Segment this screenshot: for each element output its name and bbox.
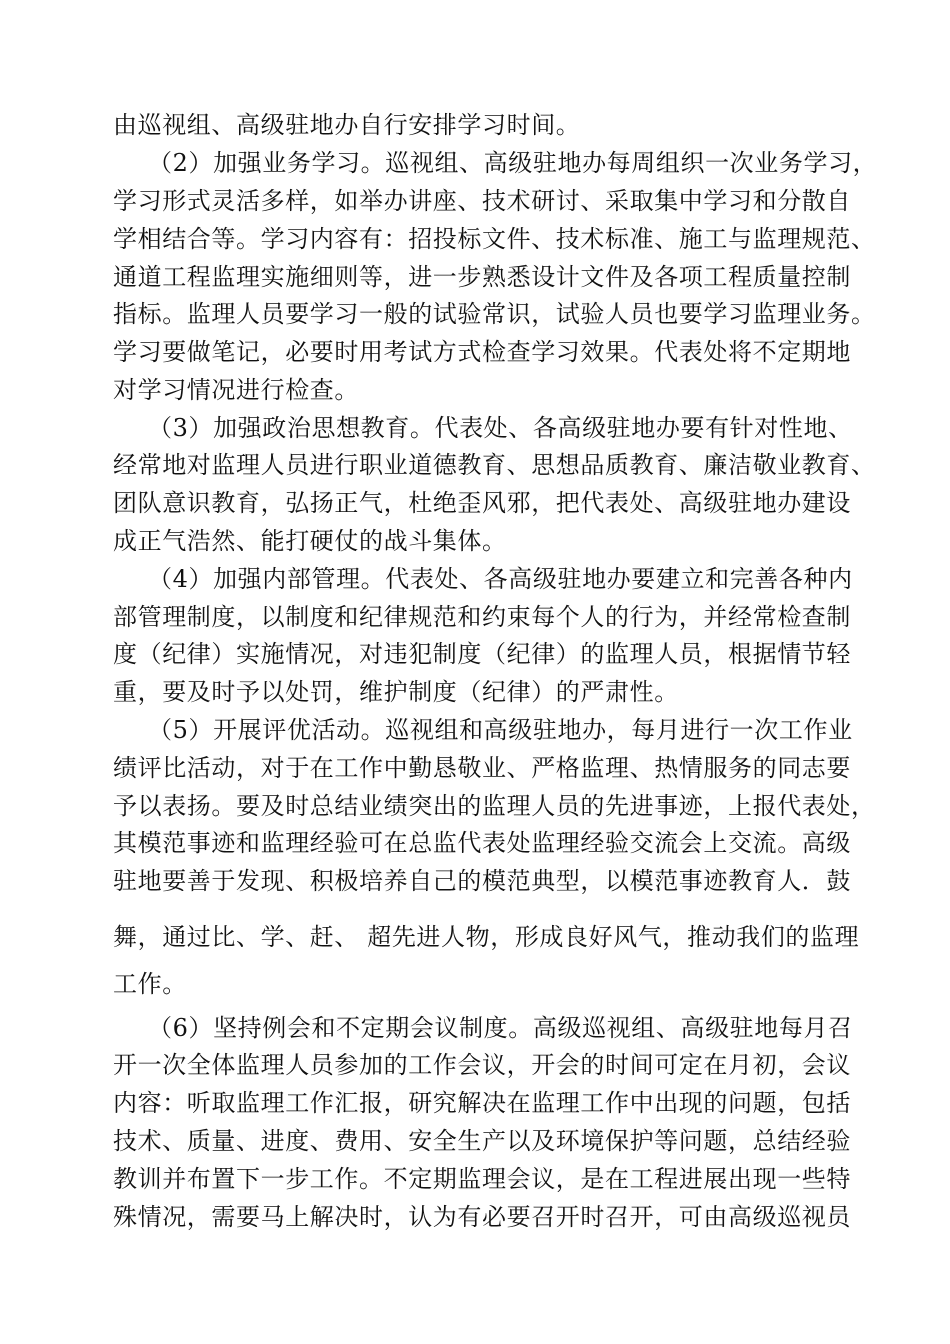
text-line: 开一次全体监理人员参加的工作会议，开会的时间可定在月初，会议 bbox=[113, 1051, 851, 1079]
text-line: （6）坚持例会和不定期会议制度。高级巡视组、高级驻地每月召 bbox=[148, 1014, 853, 1042]
text-line: 经常地对监理人员进行职业道德教育、思想品质教育、廉洁敬业教育、 bbox=[113, 451, 876, 479]
text-line: 学习形式灵活多样，如举办讲座、技术研讨、采取集中学习和分散自 bbox=[113, 187, 851, 215]
text-line: （5）开展评优活动。巡视组和高级驻地办，每月进行一次工作业 bbox=[148, 716, 853, 744]
text-line: 团队意识教育，弘扬正气，杜绝歪风邪，把代表处、高级驻地办建设 bbox=[113, 489, 851, 517]
text-line: 成正气浩然、能打硬仗的战斗集体。 bbox=[113, 527, 507, 555]
text-line: 教训并布置下一步工作。不定期监理会议，是在工程进展出现一些特 bbox=[113, 1165, 851, 1193]
text-line: 工作。 bbox=[113, 970, 187, 998]
text-line: 内容：听取监理工作汇报，研究解决在监理工作中出现的问题，包括 bbox=[113, 1089, 851, 1117]
text-line: （2）加强业务学习。巡视组、高级驻地办每周组织一次业务学习， bbox=[148, 149, 878, 177]
text-line: （4）加强内部管理。代表处、各高级驻地办要建立和完善各种内 bbox=[148, 565, 853, 593]
text-line: 学习要做笔记，必要时用考试方式检查学习效果。代表处将不定期地 bbox=[113, 338, 851, 366]
text-line: 其模范事迹和监理经验可在总监代表处监理经验交流会上交流。高级 bbox=[113, 829, 851, 857]
text-line: 度（纪律）实施情况，对违犯制度（纪律）的监理人员，根据情节轻 bbox=[113, 640, 851, 668]
text-line: 重，要及时予以处罚，维护制度（纪律）的严肃性。 bbox=[113, 678, 679, 706]
text-line: 予以表扬。要及时总结业绩突出的监理人员的先进事迹，上报代表处， bbox=[113, 792, 876, 820]
text-line: （3）加强政治思想教育。代表处、各高级驻地办要有针对性地、 bbox=[148, 414, 853, 442]
text-line: 学相结合等。学习内容有：招投标文件、技术标准、施工与监理规范、 bbox=[113, 225, 876, 253]
text-line: 对学习情况进行检查。 bbox=[113, 376, 359, 404]
text-line: 技术、质量、进度、费用、安全生产以及环境保护等问题，总结经验 bbox=[113, 1127, 851, 1155]
text-line: 驻地要善于发现、积极培养自己的模范典型，以模范事迹教育人．鼓 bbox=[113, 867, 851, 895]
text-line: 舞，通过比、学、赶、 超先进人物，形成良好风气，推动我们的监理 bbox=[113, 923, 860, 951]
text-line: 部管理制度，以制度和纪律规范和约束每个人的行为，并经常检查制 bbox=[113, 603, 851, 631]
text-line: 绩评比活动，对于在工作中勤恳敬业、严格监理、热情服务的同志要 bbox=[113, 754, 851, 782]
text-line: 殊情况，需要马上解决时，认为有必要召开时召开，可由高级巡视员 bbox=[113, 1203, 851, 1231]
text-line: 由巡视组、高级驻地办自行安排学习时间。 bbox=[113, 111, 581, 139]
text-line: 通道工程监理实施细则等，进一步熟悉设计文件及各项工程质量控制 bbox=[113, 263, 851, 291]
text-line: 指标。监理人员要学习一般的试验常识，试验人员也要学习监理业务。 bbox=[113, 300, 876, 328]
